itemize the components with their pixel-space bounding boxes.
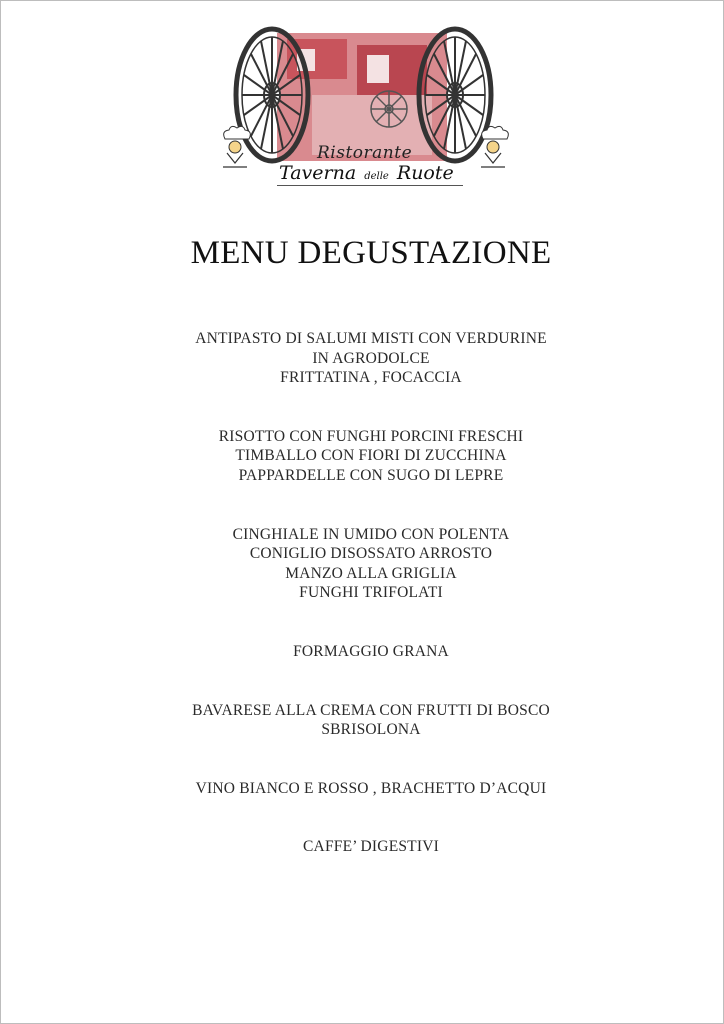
course-line: RISOTTO CON FUNGHI PORCINI FRESCHI xyxy=(218,427,524,445)
menu-title: MENU DEGUSTAZIONE xyxy=(190,235,552,271)
small-wheel-icon xyxy=(371,91,407,127)
course-block xyxy=(1,701,724,740)
course-block xyxy=(1,329,724,388)
course-line: FRITTATINA , FOCACCIA xyxy=(280,369,462,387)
course-block xyxy=(1,779,724,799)
left-wheel-icon xyxy=(236,29,308,161)
course-line: IN AGRODOLCE xyxy=(312,349,430,367)
course-line: SBRISOLONA xyxy=(321,721,421,739)
course-line: CONIGLIO DISOSSATO ARROSTO xyxy=(249,545,493,563)
logo-name-part1: Taverna xyxy=(279,162,357,184)
course-line: FUNGHI TRIFOLATI xyxy=(299,584,443,602)
course-line: CINGHIALE IN UMIDO CON POLENTA xyxy=(232,525,510,543)
course-line: TIMBALLO CON FIORI DI ZUCCHINA xyxy=(235,447,507,465)
course-line: PAPPARDELLE CON SUGO DI LEPRE xyxy=(238,466,504,484)
course-list xyxy=(1,329,724,857)
course-line: VINO BIANCO E ROSSO , BRACHETTO D’ACQUI xyxy=(195,779,547,797)
course-block xyxy=(1,427,724,486)
course-block xyxy=(1,642,724,662)
course-line: ANTIPASTO DI SALUMI MISTI CON VERDURINE xyxy=(195,330,547,347)
course-line: CAFFE’ DIGESTIVI xyxy=(303,838,439,856)
restaurant-logo xyxy=(217,25,511,191)
course-line: BAVARESE ALLA CREMA CON FRUTTI DI BOSCO xyxy=(192,701,550,719)
right-wheel-icon xyxy=(419,29,491,161)
course-block xyxy=(1,837,724,857)
course-block xyxy=(1,525,724,603)
logo-underline xyxy=(277,185,463,186)
logo-name-part2: delle xyxy=(364,171,389,182)
logo-name-part3: Ruote xyxy=(396,162,454,184)
course-line: MANZO ALLA GRIGLIA xyxy=(285,564,457,582)
left-chef-icon xyxy=(223,126,250,167)
course-line: FORMAGGIO GRANA xyxy=(293,642,449,660)
logo-name xyxy=(279,162,454,184)
right-chef-icon xyxy=(481,126,508,167)
logo-subtitle: Ristorante xyxy=(317,143,413,163)
